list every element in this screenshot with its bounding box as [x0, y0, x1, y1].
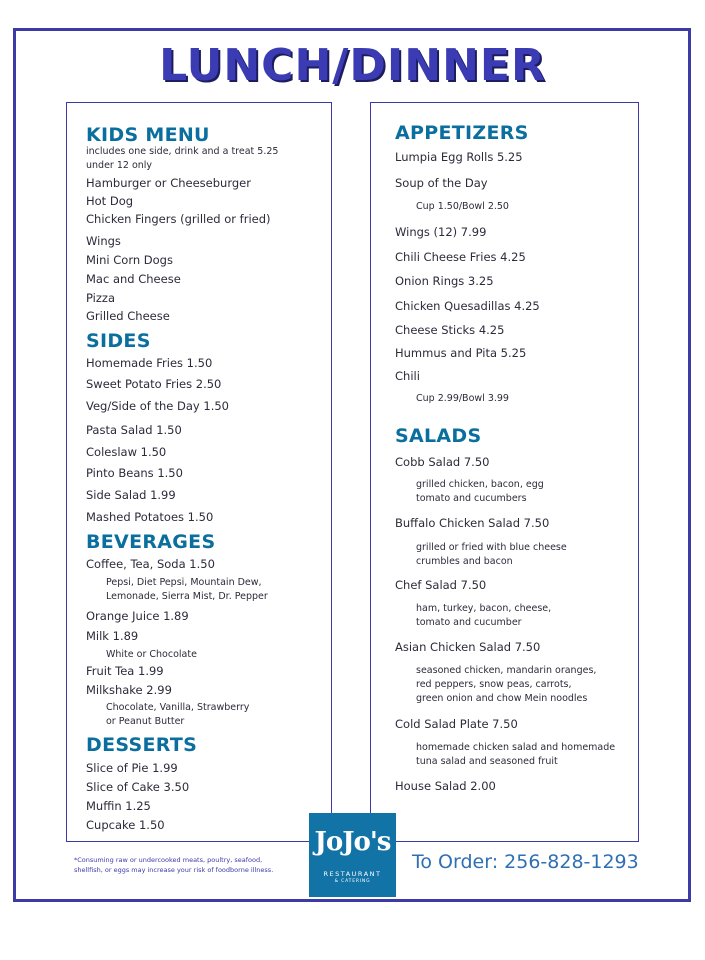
appetizer-price-note: Cup 1.50/Bowl 2.50: [416, 201, 509, 212]
beverage-item: Milkshake 2.99: [86, 683, 172, 697]
beverage-note: Lemonade, Sierra Mist, Dr. Pepper: [106, 591, 268, 602]
salad-description: crumbles and bacon: [416, 556, 513, 567]
kids-description-line: includes one side, drink and a treat 5.25: [86, 146, 279, 157]
appetizer-item: Soup of the Day: [395, 176, 488, 190]
side-item: Veg/Side of the Day 1.50: [86, 399, 229, 413]
salads-heading: SALADS: [395, 425, 482, 447]
appetizer-price-note: Cup 2.99/Bowl 3.99: [416, 393, 509, 404]
side-item: Pinto Beans 1.50: [86, 466, 183, 480]
beverage-item: Orange Juice 1.89: [86, 609, 189, 623]
kids-item: Hot Dog: [86, 194, 134, 208]
salad-description: homemade chicken salad and homemade: [416, 742, 616, 753]
appetizers-heading: APPETIZERS: [395, 122, 529, 144]
kids-menu-heading: KIDS MENU: [86, 124, 210, 146]
appetizer-item: Onion Rings 3.25: [395, 274, 494, 288]
order-phone: To Order: 256-828-1293: [412, 851, 639, 873]
appetizer-item: Cheese Sticks 4.25: [395, 323, 505, 337]
kids-item: Wings: [86, 234, 121, 248]
beverage-note: Pepsi, Diet Pepsi, Mountain Dew,: [106, 577, 262, 588]
appetizer-item: Lumpia Egg Rolls 5.25: [395, 150, 523, 164]
kids-item: Mini Corn Dogs: [86, 253, 173, 267]
dessert-item: Muffin 1.25: [86, 799, 151, 813]
salad-description: green onion and chow Mein noodles: [416, 693, 588, 704]
menu-title: LUNCH/DINNER: [159, 40, 546, 91]
beverage-item: Coffee, Tea, Soda 1.50: [86, 557, 215, 571]
beverage-note: or Peanut Butter: [106, 716, 185, 727]
logo-subtitle: RESTAURANT: [323, 870, 382, 878]
appetizer-item: Chicken Quesadillas 4.25: [395, 299, 540, 313]
side-item: Homemade Fries 1.50: [86, 356, 213, 370]
sides-heading: SIDES: [86, 330, 151, 352]
kids-description-line: under 12 only: [86, 160, 153, 171]
dessert-item: Slice of Cake 3.50: [86, 780, 190, 794]
side-item: Side Salad 1.99: [86, 488, 176, 502]
salad-item: Chef Salad 7.50: [395, 578, 487, 592]
dessert-item: Cupcake 1.50: [86, 818, 165, 832]
salad-description: grilled or fried with blue cheese: [416, 542, 567, 553]
side-item: Mashed Potatoes 1.50: [86, 510, 214, 524]
salad-description: red peppers, snow peas, carrots,: [416, 679, 572, 690]
logo-name: JoJo's: [314, 827, 391, 857]
salad-description: tomato and cucumbers: [416, 493, 527, 504]
kids-item: Hamburger or Cheeseburger: [86, 176, 251, 190]
salad-description: tomato and cucumber: [416, 617, 522, 628]
kids-item: Grilled Cheese: [86, 309, 170, 323]
beverage-note: White or Chocolate: [106, 649, 197, 660]
beverage-note: Chocolate, Vanilla, Strawberry: [106, 702, 250, 713]
logo-subtitle-small: & CATERING: [334, 879, 371, 884]
jojos-logo: [309, 813, 396, 897]
desserts-heading: DESSERTS: [86, 734, 198, 756]
appetizer-item: Hummus and Pita 5.25: [395, 346, 527, 360]
side-item: Sweet Potato Fries 2.50: [86, 377, 222, 391]
appetizer-item: Chili: [395, 369, 420, 383]
kids-item: Chicken Fingers (grilled or fried): [86, 212, 271, 226]
kids-item: Mac and Cheese: [86, 272, 181, 286]
salad-description: ham, turkey, bacon, cheese,: [416, 603, 552, 614]
salad-item: Asian Chicken Salad 7.50: [395, 640, 541, 654]
disclaimer-line: *Consuming raw or undercooked meats, poultry, seafood,: [74, 856, 263, 864]
kids-item: Pizza: [86, 291, 115, 305]
salad-item: Cold Salad Plate 7.50: [395, 717, 518, 731]
salad-description: tuna salad and seasoned fruit: [416, 756, 558, 767]
beverage-item: Fruit Tea 1.99: [86, 664, 164, 678]
side-item: Pasta Salad 1.50: [86, 423, 182, 437]
salad-item: Cobb Salad 7.50: [395, 455, 490, 469]
appetizer-item: Wings (12) 7.99: [395, 225, 487, 239]
dessert-item: Slice of Pie 1.99: [86, 761, 178, 775]
salad-description: seasoned chicken, mandarin oranges,: [416, 665, 597, 676]
beverages-heading: BEVERAGES: [86, 531, 216, 553]
salad-description: grilled chicken, bacon, egg: [416, 479, 544, 490]
salad-item: House Salad 2.00: [395, 779, 496, 793]
salad-item: Buffalo Chicken Salad 7.50: [395, 516, 550, 530]
beverage-item: Milk 1.89: [86, 629, 139, 643]
side-item: Coleslaw 1.50: [86, 445, 167, 459]
appetizer-item: Chili Cheese Fries 4.25: [395, 250, 526, 264]
disclaimer-line: shellfish, or eggs may increase your risk of foodborne illness.: [74, 866, 274, 874]
